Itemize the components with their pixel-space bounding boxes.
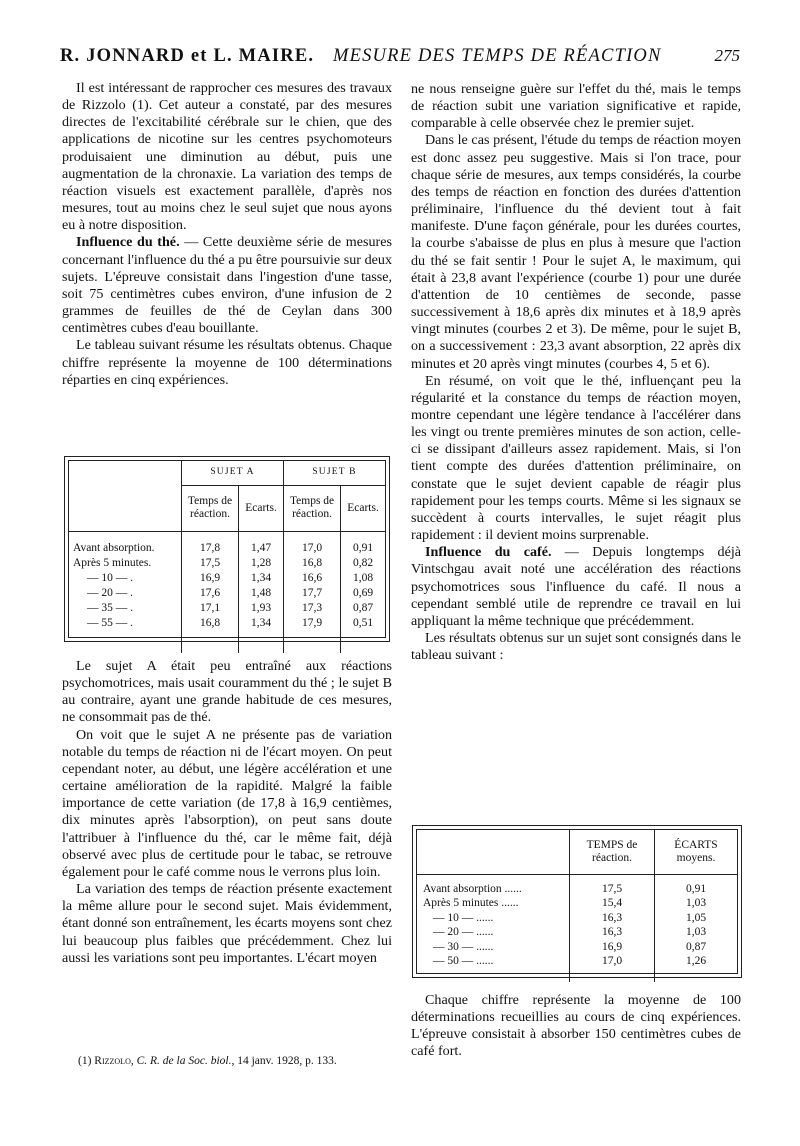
- table-row: [417, 896, 737, 910]
- row-label: — 30 — ......: [433, 940, 494, 953]
- table-header-gap: Ecarts.: [239, 485, 284, 531]
- paragraph: On voit que le sujet A ne présente pas de variation notable du temps de réaction ni de l'écart moyen. On peut cependant noter, au début, une légère accélération et une certaine amélioration de la rapidité. Malgré la faible importance de cette variation (de 17,8 à 16,9 centièmes, dix minutes après l'absorption), on peut sans doute l'attribuer à l'influence du thé, car le même fait, déjà observé avec plus de certitude pour le tabac, se retrouve également pour le café comme nous le verrons plus loin.: [62, 726, 392, 880]
- section-heading-tea: Influence du thé.: [76, 234, 180, 251]
- cell: 1,48: [239, 586, 284, 601]
- table-header-time: Temps de réaction.: [182, 485, 239, 531]
- cell: 1,93: [239, 601, 284, 616]
- section-heading-coffee: Influence du café.: [425, 544, 552, 561]
- table-header-gap: ÉCARTS moyens.: [655, 830, 738, 874]
- cell: 16,3: [570, 925, 655, 939]
- cell: 1,34: [239, 616, 284, 631]
- left-column: [62, 80, 392, 389]
- paragraph: La variation des temps de réaction présente exactement la même allure pour le second sujet. Mais évidemment, étant donné son entraînement, les écarts moyens sont chez lui beaucoup plus faibles que précédemment. Chez lui aussi les variations sont peu importantes. L'écart moyen: [62, 881, 392, 966]
- cell: 17,8: [182, 541, 239, 556]
- cell: 17,5: [182, 556, 239, 571]
- table-row: [69, 541, 385, 556]
- cell: 17,9: [284, 616, 341, 631]
- row-label: — 55 — .: [87, 617, 133, 629]
- paragraph: Les résultats obtenus sur un sujet sont consignés dans le tableau suivant :: [411, 630, 741, 664]
- row-label: — 35 — .: [87, 602, 133, 614]
- paragraph: [411, 544, 741, 630]
- page-number: 275: [714, 46, 740, 65]
- table-header-time: TEMPS de réaction.: [570, 830, 655, 874]
- table-row: [417, 954, 737, 968]
- cell: 0,91: [655, 882, 738, 896]
- row-label: — 20 — ......: [433, 926, 494, 939]
- cell: 15,4: [570, 896, 655, 910]
- cell: 0,87: [655, 940, 738, 954]
- paragraph: Il est intéressant de rapprocher ces mesures des travaux de Rizzolo (1). Cet auteur a constaté, par des mesures directes de l'excitabilité cérébrale sur le chien, que des applications de nicotine sur les centres psychomoteurs produisaient une diminution au début, puis une augmentation de la chronaxie. La variation des temps de réaction visuels est exactement parallèle, d'après nos mesures, tout au moins chez le seul sujet que nous ayons eu à notre disposition.: [62, 80, 392, 234]
- cell: 16,8: [182, 616, 239, 631]
- cell: 17,0: [570, 954, 655, 968]
- coffee-results-table: [412, 825, 742, 978]
- cell: 0,87: [341, 601, 385, 616]
- cell: 1,26: [655, 954, 738, 968]
- tea-results-table: [64, 456, 390, 642]
- paragraph-text: — Depuis longtemps déjà Vintschgau avait noté une accélération des réactions psychomotrices sous l'influence du café. Il nous a cependant semblé utile de reprendre ce travail en lui appliquant la même technique que précédemment.: [411, 544, 742, 629]
- paragraph: En résumé, on voit que le thé, influençant peu la régularité et la constance du temps de réaction moyen, montre cependant une légère tendance à l'accélérer dans les vingt ou trente premières minutes de son action, celle-ci se dissipant d'ailleurs assez rapidement. Mais, si l'on tient compte des durées d'attention préliminaire, on constate que le sujet devient capable de réagir plus rapidement pour les temps courts. Même si les signaux se succèdent à courts intervalles, le sujet réagit plus rapidement : il devient moins surprenable.: [411, 372, 741, 544]
- cell: 17,7: [284, 586, 341, 601]
- cell: 1,47: [239, 541, 284, 556]
- table-row: [417, 882, 737, 896]
- cell: 16,9: [570, 940, 655, 954]
- row-label: — 10 — .: [87, 572, 133, 584]
- row-label: Avant absorption.: [73, 542, 155, 554]
- header-title: MESURE DES TEMPS DE RÉACTION: [333, 46, 662, 66]
- paragraph: [62, 234, 392, 337]
- paragraph: ne nous renseigne guère sur l'effet du thé, mais le temps de réaction subit une variation significative et rapide, comparable à celle observée chez le premier sujet.: [411, 81, 741, 132]
- table-row: [417, 925, 737, 939]
- paragraph: Dans le cas présent, l'étude du temps de réaction moyen est donc assez peu suggestive. Mais si l'on trace, pour chaque série de mesures, aux temps considérés, la courbe des temps de réaction en fonction des durées d'attention préliminaire, l'influence du thé devient tout à fait manifeste. D'une façon générale, pour les durées courtes, la courbe s'abaisse de plus en plus à mesure que l'action du thé se fait sentir ! Pour le sujet A, le maximum, qui était à 23,8 avant l'expérience (courbe 1) pour une durée d'attention de 10 centièmes de seconde, passe successivement à 18,6 après dix minutes et à 18,9 après vingt minutes (courbes 2 et 3). De même, pour le sujet B, on a successivement : 23,3 avant absorption, 22 après dix minutes et 20 après vingt minutes (courbes 4, 5 et 6).: [411, 132, 741, 372]
- table-row: [69, 586, 385, 601]
- paragraph: Le sujet A était peu entraîné aux réactions psychomotrices, mais usait couramment du thé ; le sujet B au contraire, ayant une grande habitude de ces mesures, ne consommait pas de thé.: [62, 658, 392, 726]
- footnote: [78, 1055, 337, 1067]
- table-row: [417, 911, 737, 925]
- right-column: [411, 81, 741, 664]
- table-row: [69, 571, 385, 586]
- cell: 1,34: [239, 571, 284, 586]
- paragraph: Chaque chiffre représente la moyenne de 100 déterminations recueillies au cours de cinq expériences. L'épreuve consistait à absorber 150 centimètres cubes de café fort.: [411, 992, 741, 1060]
- table-row: [417, 940, 737, 954]
- table-header-subject-b: SUJET B: [284, 461, 385, 485]
- table-row: [69, 601, 385, 616]
- cell: 17,5: [570, 882, 655, 896]
- cell: 17,0: [284, 541, 341, 556]
- cell: 0,69: [341, 586, 385, 601]
- cell: 17,3: [284, 601, 341, 616]
- footnote-date: 14 janv. 1928, p. 133.: [237, 1055, 337, 1067]
- running-header: [60, 46, 740, 70]
- cell: 1,03: [655, 896, 738, 910]
- table-header-time: Temps de réaction.: [284, 485, 341, 531]
- cell: 16,8: [284, 556, 341, 571]
- cell: 1,05: [655, 911, 738, 925]
- paragraph: Le tableau suivant résume les résultats obtenus. Chaque chiffre représente la moyenne de 100 déterminations réparties en cinq expériences.: [62, 337, 392, 388]
- footnote-reference: C. R. de la Soc. biol.,: [136, 1055, 235, 1067]
- cell: 16,9: [182, 571, 239, 586]
- row-label: Avant absorption ......: [423, 883, 522, 895]
- table-row: [69, 616, 385, 631]
- cell: 17,1: [182, 601, 239, 616]
- row-label: Après 5 minutes ......: [423, 897, 519, 910]
- cell: 0,91: [341, 541, 385, 556]
- footnote-author: Rizzolo,: [94, 1055, 134, 1067]
- row-label: — 50 — ......: [433, 955, 494, 968]
- cell: 1,28: [239, 556, 284, 571]
- row-label: — 20 — .: [87, 587, 133, 599]
- table-header-subject-a: SUJET A: [182, 461, 284, 485]
- cell: 17,6: [182, 586, 239, 601]
- cell: 16,6: [284, 571, 341, 586]
- footnote-marker: (1): [78, 1055, 92, 1067]
- table-row: [69, 556, 385, 571]
- header-authors: R. JONNARD et L. MAIRE.: [60, 46, 315, 66]
- cell: 16,3: [570, 911, 655, 925]
- paragraph-text: — Cette deuxième série de mesures concernant l'influence du thé a pu être poursuivie sur deux sujets. L'épreuve consistait dans l'ingestion d'une tasse, soit 75 centimètres cubes environ, d'une infusion de 2 grammes de feuilles de thé de Ceylan dans 300 centimètres cubes d'eau bouillante.: [62, 234, 392, 337]
- table-header-gap: Ecarts.: [341, 485, 385, 531]
- cell: 1,03: [655, 925, 738, 939]
- row-label: — 10 — ......: [433, 911, 494, 924]
- right-column-continued: [411, 992, 741, 1061]
- cell: 0,51: [341, 616, 385, 631]
- cell: 0,82: [341, 556, 385, 571]
- row-label: Après 5 minutes.: [73, 557, 152, 569]
- cell: 1,08: [341, 571, 385, 586]
- left-column-continued: [62, 658, 392, 967]
